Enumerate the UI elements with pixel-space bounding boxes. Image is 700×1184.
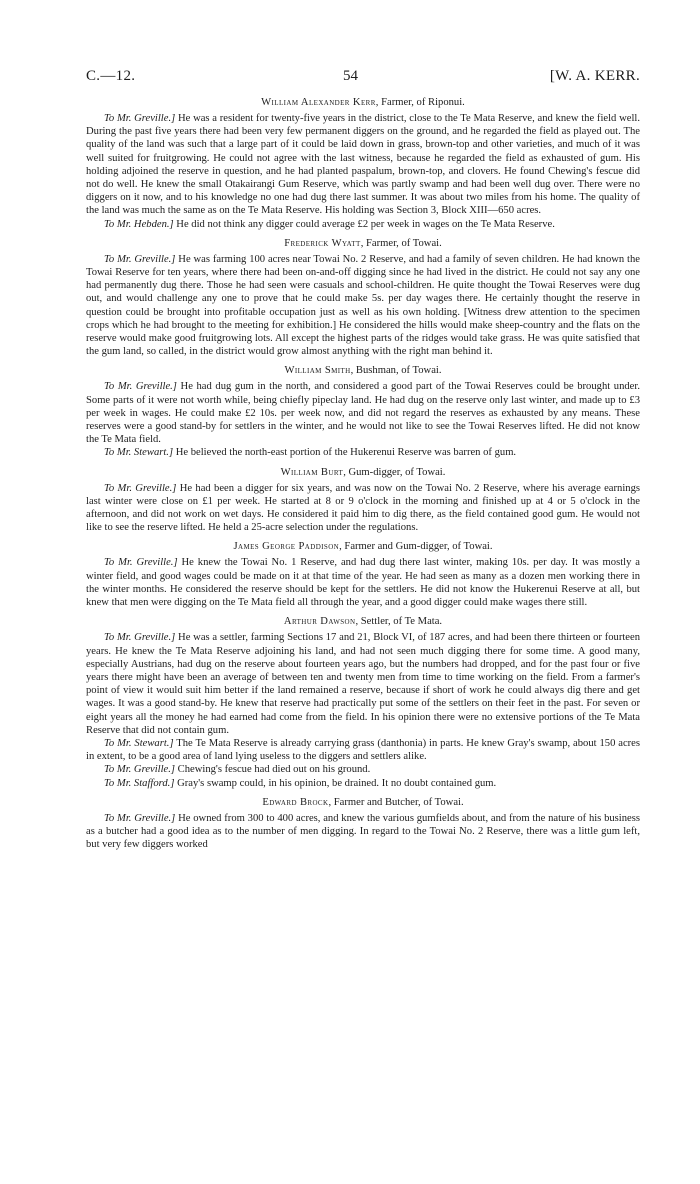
- questioner-lead: To Mr. Greville.]: [104, 113, 176, 124]
- document-page: [86, 68, 640, 851]
- testimony-text: Chewing's fescue had died out on his ground.: [175, 764, 371, 776]
- testimony-text: He knew the Towai No. 1 Reserve, and had dug there last winter, making 10s. per day. It was mostly a winter field, and good wages could be made on it at that time of the year. He had seen as many as a dozen men working there in the winter months. He considered the reserve should be kept for the settlers. He did not know the Hukerenui Reserve at all, but knew that men were digging on the Te Mata field all through the year, and a good digger could make wages there still.: [86, 557, 641, 609]
- questioner-lead: To Mr. Stewart.]: [104, 447, 174, 459]
- testimony-text: Gray's swamp could, in his opinion, be drained. It no doubt contained gum.: [174, 777, 497, 789]
- questioner-lead: To Mr. Greville.]: [104, 632, 176, 644]
- witness-name: Arthur Dawson: [283, 616, 356, 628]
- witness-occupation: , Settler, of Te Mata.: [355, 616, 443, 628]
- testimony-text: He was farming 100 acres near Towai No. 2 Reserve, and had a family of seven children. He had known the Towai Reserve for ten years, where there had been on-and-off digging since he had lived in the district. He could not say any one had permanently dug there. Those he had seen were casuals and school-children. He quite thought the Towai Reserves were dug out, and would challenge any one to prove that he could make 5s. per day wages there. He certainly thought the reserve in question could be brought into profitable occupation just as well as his own holding. [Witness drew attention to the specimen crops which he had brought to the meeting for exhibition.] He considered the hills would make sheep-country and the flats on the reserve would make good fruitgrowing lots. All except the highest parts of the ridges would take grass. He was quite satisfied that the gum land, so called, in the district would grow almost anything with the right man behind it.: [86, 253, 641, 358]
- testimony-paragraph: [86, 380, 640, 446]
- witness-name: Frederick Wyatt: [284, 237, 361, 249]
- testimony-paragraph: [86, 218, 640, 231]
- testimony-paragraph: [86, 556, 640, 609]
- testimony-paragraph: [86, 112, 640, 218]
- witness-heading: [86, 466, 640, 479]
- witness-heading: [86, 237, 640, 250]
- witness-section: [86, 615, 640, 789]
- witness-occupation: , Farmer, of Towai.: [360, 237, 442, 249]
- witness-heading: [86, 96, 640, 109]
- running-head-name: [W. A. KERR.: [549, 68, 640, 84]
- witness-section: [86, 540, 640, 609]
- testimony-paragraph: [86, 812, 640, 852]
- witness-heading: [86, 540, 640, 553]
- witness-section: [86, 96, 640, 231]
- questioner-lead: To Mr. Greville.]: [104, 764, 176, 776]
- page-header: [86, 68, 640, 90]
- witness-name: Edward Brock: [262, 796, 329, 808]
- witness-occupation: , Farmer and Butcher, of Towai.: [328, 796, 464, 808]
- testimony-paragraph: [86, 482, 640, 535]
- testimony-text: He had been a digger for six years, and was now on the Towai No. 2 Reserve, where his average earnings last winter were close on £1 per week. He started at 8 or 9 o'clock in the morning and finished up at 4 or 5 o'clock in the afternoon, and did not work on wet days. He considered it paid him to dig there, as the field contained good gum. He would not like to see the reserve lifted. He held a 25-acre selection under the regulations.: [86, 482, 640, 534]
- witness-heading: [86, 364, 640, 377]
- questioner-lead: To Mr. Greville.]: [104, 381, 177, 393]
- testimony-paragraph: [86, 763, 640, 776]
- witness-occupation: , Farmer, of Riponui.: [375, 97, 465, 108]
- questioner-lead: To Mr. Greville.]: [104, 482, 177, 494]
- witness-occupation: , Farmer and Gum-digger, of Towai.: [339, 541, 493, 553]
- witness-name: James George Paddison: [233, 541, 340, 553]
- witness-section: [86, 466, 640, 535]
- testimony-paragraph: [86, 737, 640, 763]
- testimony-text: He did not think any digger could average £2 per week in wages on the Te Mata Reserve.: [173, 218, 555, 230]
- witness-section: [86, 796, 640, 852]
- testimony-text: He believed the north-east portion of the Hukerenui Reserve was barren of gum.: [173, 447, 517, 459]
- questioner-lead: To Mr. Greville.]: [104, 253, 176, 265]
- testimony-paragraph: [86, 446, 640, 459]
- questioner-lead: To Mr. Stewart.]: [104, 737, 174, 749]
- questioner-lead: To Mr. Greville.]: [104, 557, 178, 569]
- document-reference: C.—12.: [86, 68, 136, 84]
- witness-name: William Alexander Kerr: [261, 97, 376, 108]
- witness-name: William Smith: [284, 365, 351, 377]
- witness-occupation: , Gum-digger, of Towai.: [343, 466, 446, 478]
- witness-heading: [86, 615, 640, 628]
- witness-section: [86, 364, 640, 459]
- witness-heading: [86, 796, 640, 809]
- document-body: [86, 96, 640, 851]
- testimony-text: He owned from 300 to 400 acres, and knew the various gumfields about, and from the nature of his business as a butcher had a good idea as to the number of men digging. In regard to the Towai No. 2 Reserve, there was a little gum left, but very few diggers worked: [86, 812, 640, 851]
- questioner-lead: To Mr. Hebden.]: [104, 218, 174, 230]
- questioner-lead: To Mr. Greville.]: [104, 812, 176, 824]
- witness-section: [86, 237, 640, 359]
- testimony-text: He had dug gum in the north, and considered a good part of the Towai Reserves could be brought under. Some parts of it were not worth while, being chiefly pipeclay land. He had dug on the reserve only last winter, and made up to £3 per week in wages. He could make £2 10s. per week now, and did not regard the reserves as exhausted by any means. These reserves were a good stand-by for settlers in the winter, and he would not like to see the Towai Reserves lifted. He did not know the Te Mata field.: [86, 381, 640, 446]
- page-number: 54: [343, 68, 358, 84]
- testimony-text: He was a settler, farming Sections 17 and 21, Block VI, of 187 acres, and had been there thirteen or fourteen years. He knew the Te Mata Reserve adjoining his land, and had not seen much digging there for some time. A good many, especially Austrians, had dug on the reserve about fourteen years ago, but the numbers had dropped, and for the past four or five years there might have been an average of between ten and twenty men from time to time working on the field. From a farmer's point of view it would suit him better if the land remained a reserve, because if short of work he could always dig there and get wages. It was a good stand-by. He knew that reserve had practically put some of the settlers on their feet in the past. For seven or eight years all the money he had earned had come from the field. In his opinion there were no extensive portions of the Te Mata Reserve that did not contain gum.: [86, 632, 640, 736]
- testimony-text: The Te Mata Reserve is already carrying grass (danthonia) in parts. He knew Gray's swamp, about 150 acres in extent, to be a good area of land lying useless to the diggers and settlers alike.: [86, 737, 641, 763]
- witness-occupation: , Bushman, of Towai.: [350, 365, 442, 377]
- testimony-paragraph: [86, 631, 640, 737]
- witness-name: William Burt: [280, 466, 344, 478]
- testimony-text: He was a resident for twenty-five years in the district, close to the Te Mata Reserve, and knew the field well. During the past five years there had been very few permanent diggers on the ground, and he regarded the field as played out. The quality of the land was such that a large part of it could be laid down in grass, brown-top and other varieties, and much of it was well suited for fruitgrowing. He could not agree with the last witness, because he regarded the field as exhausted of gum. His holding adjoined the reserve in question, and he had planted paspalum, brown-top, and clovers. He found Chewing's fescue did not do well. He knew the small Otakairangi Gum Reserve, which was partly swamp and had been well dug over. There were no diggers on it now, and to his knowledge no one had dug there last summer. It was about two miles from his home. The quality of the land was much the same as on the Te Mata Reserve. His holding was Section 3, Block XIII—650 acres.: [86, 113, 640, 217]
- testimony-paragraph: [86, 253, 640, 359]
- testimony-paragraph: [86, 777, 640, 790]
- questioner-lead: To Mr. Stafford.]: [104, 777, 175, 789]
